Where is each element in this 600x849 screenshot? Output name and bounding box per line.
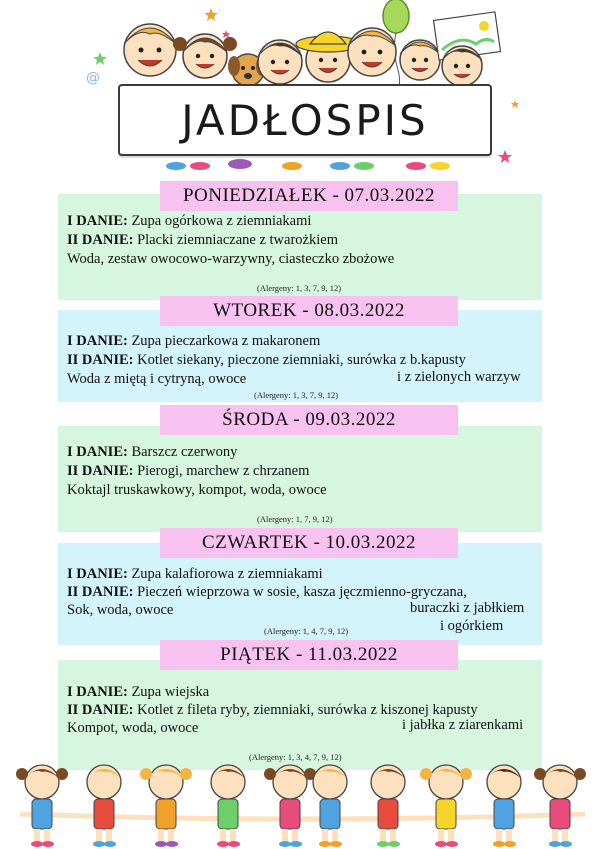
second-dish-continuation-2: i ogórkiem xyxy=(440,618,504,634)
page-title: JADŁOSPIS xyxy=(181,95,429,145)
first-dish-text: Zupa wiejska xyxy=(127,684,210,700)
first-dish-line xyxy=(67,566,323,583)
kid-faces xyxy=(124,12,500,86)
second-dish-label: II DANIE: xyxy=(67,463,134,479)
second-dish-text: Pierogi, marchew z chrzanem xyxy=(133,463,310,479)
second-dish-text: Pieczeń wieprzowa w sosie, kasza jęczmienno-gryczana, xyxy=(133,584,467,600)
day-header-tuesday: WTOREK - 08.03.2022 xyxy=(160,296,458,326)
svg-text:@: @ xyxy=(86,70,100,86)
second-dish-text: Kotlet z fileta ryby, ziemniaki, surówka z kiszonej kapusty xyxy=(133,702,478,718)
footer-kids-illustration xyxy=(0,762,600,849)
second-dish-label: II DANIE: xyxy=(67,352,134,368)
second-dish-line xyxy=(67,463,309,480)
second-dish-text: Placki ziemniaczane z twarożkiem xyxy=(133,232,338,248)
second-dish-continuation: i jabłka z ziarenkami xyxy=(402,717,524,733)
first-dish-line xyxy=(67,213,311,230)
first-dish-line xyxy=(67,444,237,461)
second-dish-continuation: buraczki z jabłkiem xyxy=(410,600,525,616)
first-dish-label: I DANIE: xyxy=(67,566,128,582)
extras-line: Woda z miętą i cytryną, owoce xyxy=(67,371,247,387)
kids-row xyxy=(16,765,586,847)
extras-line: Sok, woda, owoce xyxy=(67,602,174,618)
allergens-note: (Alergeny: 1, 4, 7, 9, 12) xyxy=(264,626,349,636)
extras-line: Woda, zestaw owocowo-warzywny, ciasteczko zbożowe xyxy=(67,251,395,267)
first-dish-line xyxy=(67,684,209,701)
day-header-wednesday: ŚRODA - 09.03.2022 xyxy=(160,405,458,435)
first-dish-line xyxy=(67,333,320,350)
title-board xyxy=(118,84,492,156)
day-header-friday: PIĄTEK - 11.03.2022 xyxy=(160,640,458,670)
day-header-monday: PONIEDZIAŁEK - 07.03.2022 xyxy=(160,181,458,211)
allergens-note: (Alergeny: 1, 3, 4, 7, 9, 12) xyxy=(249,752,342,762)
second-dish-line xyxy=(67,232,338,249)
second-dish-line xyxy=(67,584,467,601)
kid-shoes xyxy=(166,159,450,170)
extras-line: Kompot, woda, owoce xyxy=(67,720,199,736)
second-dish-line xyxy=(67,352,466,369)
first-dish-text: Zupa kalafiorowa z ziemniakami xyxy=(127,566,323,582)
day-header-thursday: CZWARTEK - 10.03.2022 xyxy=(160,528,458,558)
first-dish-label: I DANIE: xyxy=(67,444,128,460)
first-dish-text: Zupa ogórkowa z ziemniakami xyxy=(127,213,312,229)
second-dish-label: II DANIE: xyxy=(67,584,134,600)
allergens-note: (Alergeny: 1, 7, 9, 12) xyxy=(257,514,333,524)
first-dish-label: I DANIE: xyxy=(67,333,128,349)
first-dish-text: Barszcz czerwony xyxy=(127,444,238,460)
first-dish-text: Zupa pieczarkowa z makaronem xyxy=(127,333,321,349)
first-dish-label: I DANIE: xyxy=(67,684,128,700)
extras-line: Koktajl truskawkowy, kompot, woda, owoce xyxy=(67,482,327,498)
second-dish-label: II DANIE: xyxy=(67,232,134,248)
allergens-note: (Alergeny: 1, 3, 7, 9, 12) xyxy=(254,390,339,400)
allergens-note: (Alergeny: 1, 3, 7, 9, 12) xyxy=(257,283,342,293)
second-dish-label: II DANIE: xyxy=(67,702,134,718)
second-dish-text: Kotlet siekany, pieczone ziemniaki, surówka z b.kapusty xyxy=(133,352,466,368)
first-dish-label: I DANIE: xyxy=(67,213,128,229)
second-dish-continuation: i z zielonych warzyw xyxy=(397,369,521,385)
